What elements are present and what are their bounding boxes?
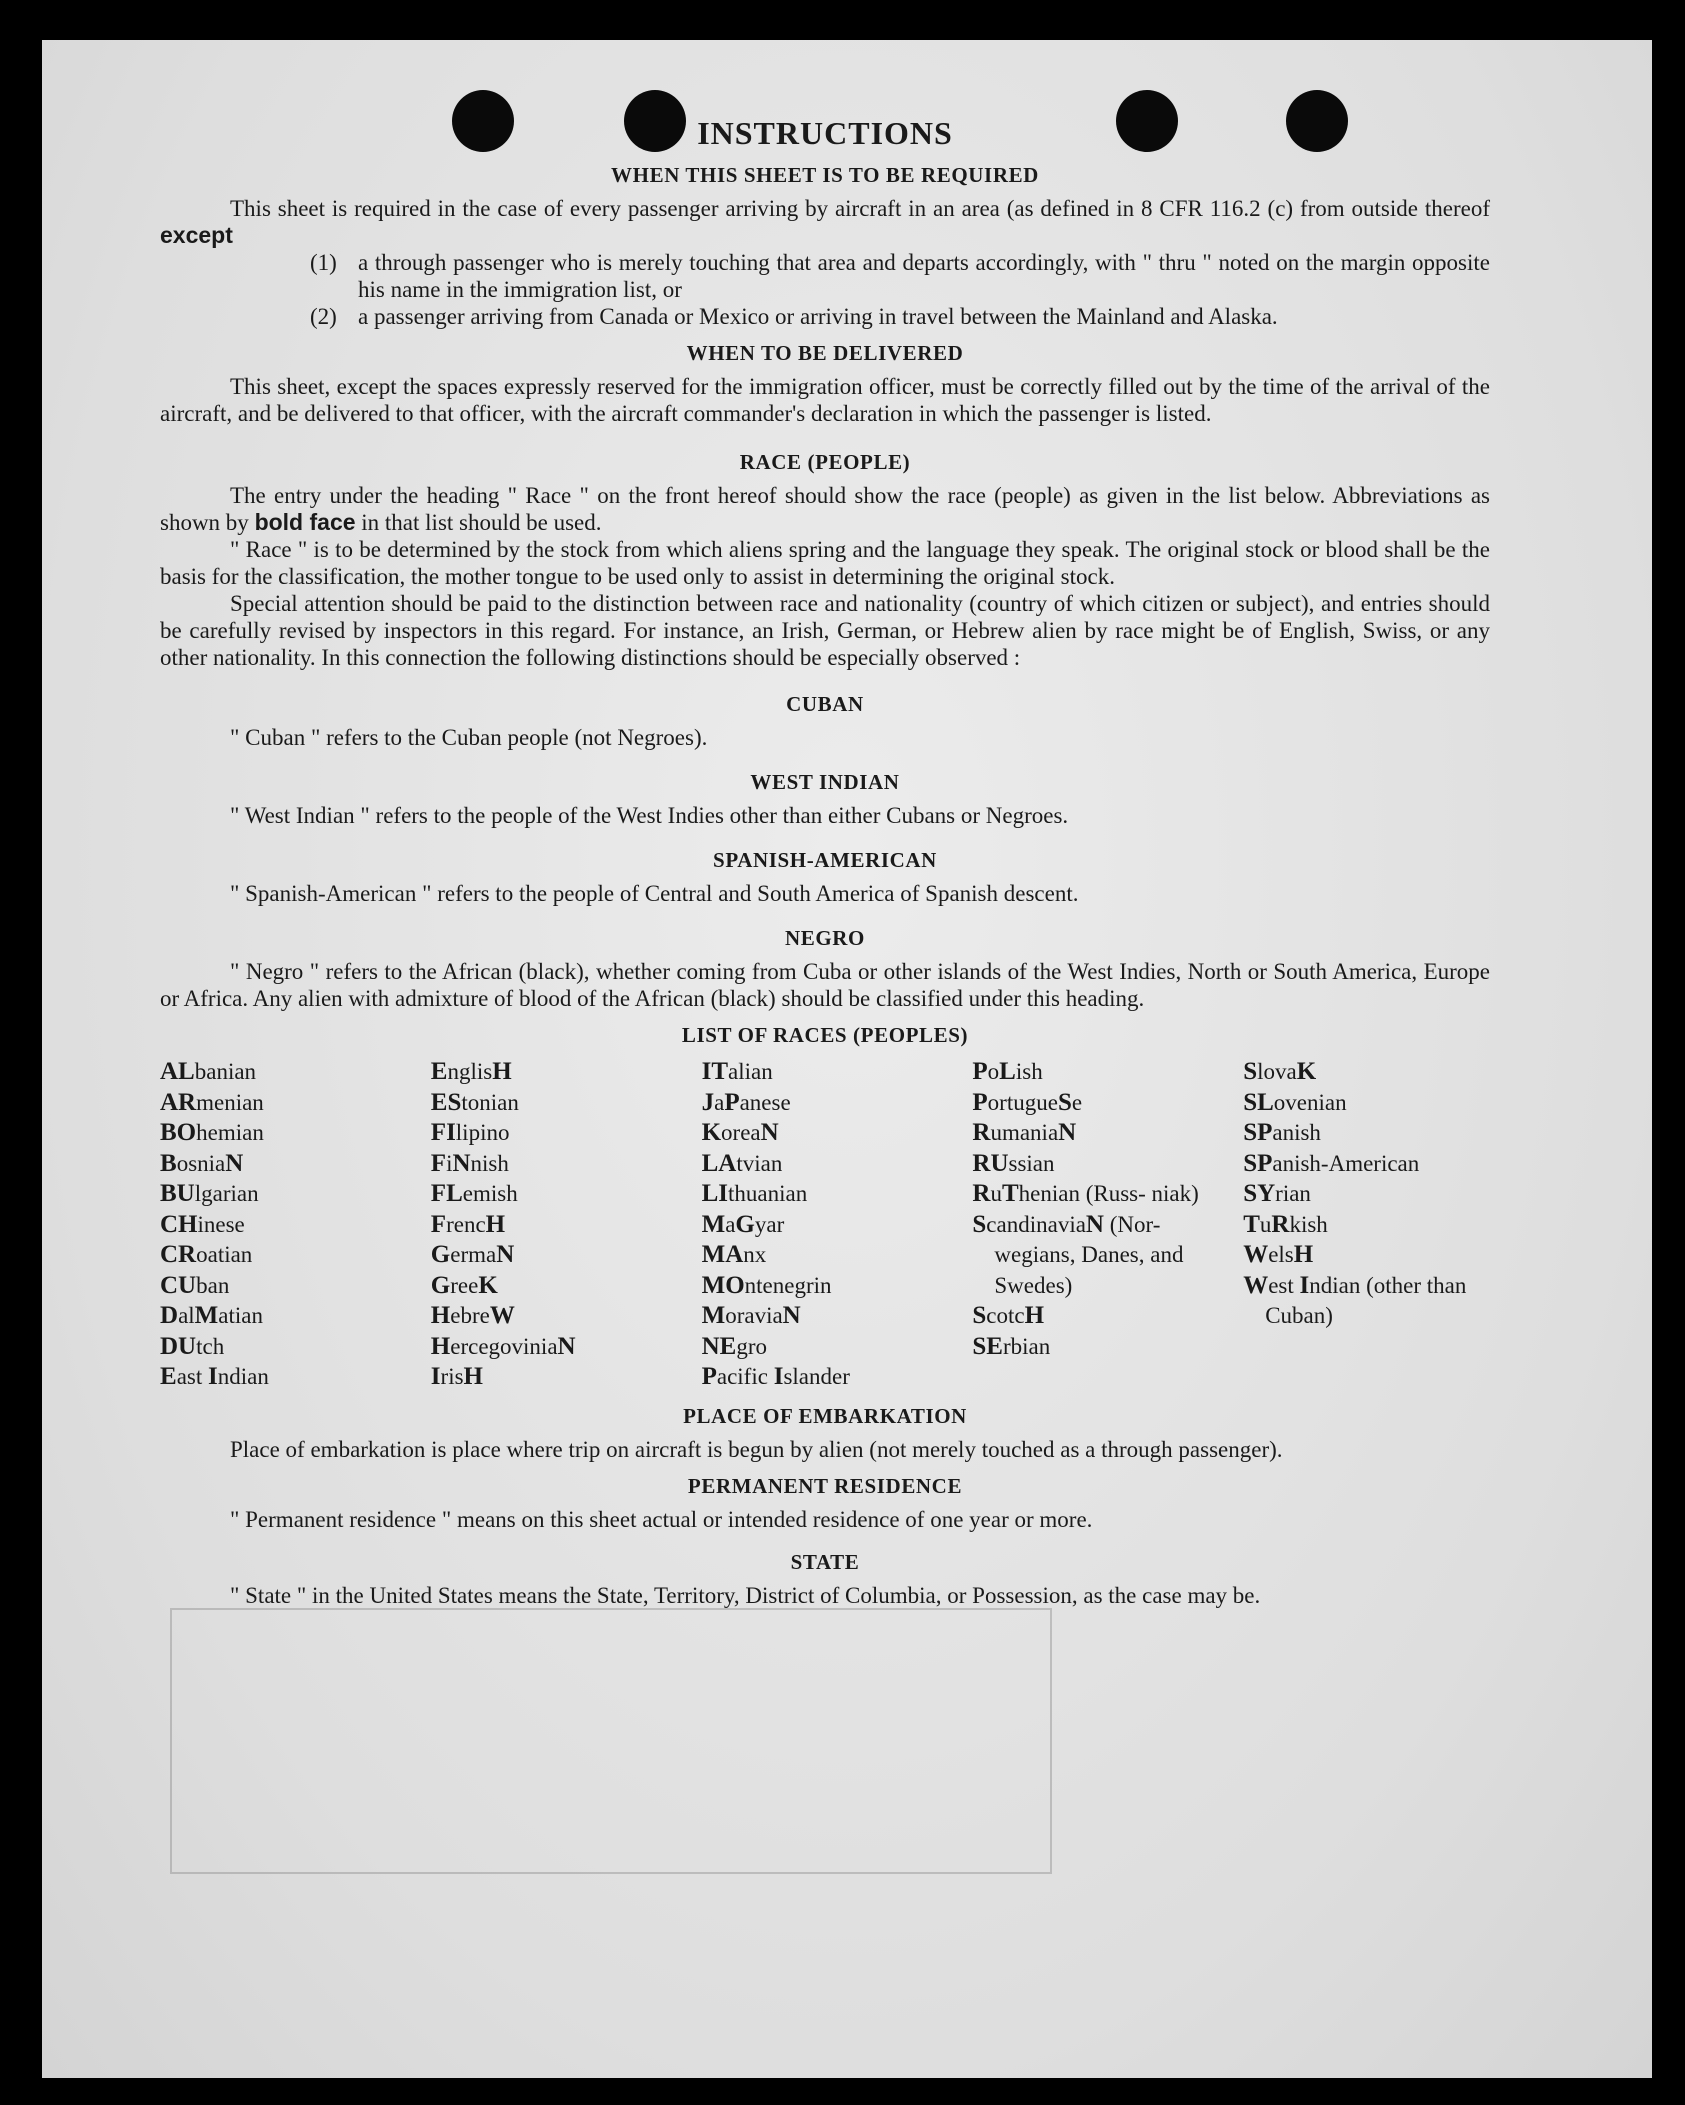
race-abbrev: BO: [160, 1119, 197, 1146]
race-entry: [160, 1149, 407, 1180]
race-abbrev: M: [701, 1210, 726, 1238]
section-paragraph: " Negro " refers to the African (black), whether coming from Cuba or other islands of the West Indies, North or South America, Europe or Africa. Any alien with admixture of blood of the African (black) should be classified under this heading.: [160, 959, 1490, 1011]
race-abbrev: AL: [160, 1058, 195, 1085]
race-abbrev: N: [1058, 1119, 1077, 1146]
section-text: This sheet is required in the case of every passenger arriving by aircraft in an area (as defined in 8 CFR 116.2 (c) from outside thereof: [230, 196, 1490, 221]
race-text: acific: [716, 1364, 774, 1389]
race-abbrev: N: [496, 1241, 515, 1268]
race-abbrev: ES: [430, 1088, 462, 1116]
race-abbrev: N: [557, 1332, 576, 1360]
race-text: ebre: [450, 1303, 490, 1328]
race-abbrev: CU: [160, 1271, 197, 1299]
section-paragraph: [160, 195, 1490, 249]
race-entry: [702, 1057, 949, 1088]
race-abbrev: H: [1024, 1302, 1045, 1329]
race-entry: [972, 1210, 1219, 1302]
race-entry: [160, 1332, 407, 1363]
race-text: ndian (other than Cuban): [1265, 1272, 1467, 1328]
race-text: tch: [196, 1333, 225, 1359]
list-item: [310, 303, 1490, 330]
race-abbrev: P: [972, 1088, 988, 1116]
section-text: The entry under the heading " Race " on the front hereof should show the race (people) as given in the list below. Abbreviations as shown by: [160, 483, 1490, 535]
race-entry: [1243, 1088, 1490, 1119]
race-abbrev: LI: [701, 1180, 728, 1207]
race-abbrev: K: [701, 1119, 722, 1146]
list-number: (1): [310, 250, 337, 275]
race-abbrev: G: [430, 1271, 451, 1299]
section-paragraph: " Cuban " refers to the Cuban people (not Negroes).: [230, 725, 708, 750]
race-entry: [160, 1240, 407, 1271]
race-entry: [431, 1271, 678, 1302]
race-text: ban: [196, 1272, 230, 1298]
race-abbrev: J: [701, 1088, 715, 1116]
race-text: rian: [1275, 1181, 1311, 1206]
race-text: lova: [1257, 1059, 1297, 1084]
section-paragraph: " West Indian " refers to the people of the West Indies other than either Cubans or Negroes.: [230, 803, 1069, 828]
race-abbrev: H: [485, 1210, 506, 1238]
bold-face-text: bold face: [254, 509, 356, 535]
race-entry: [160, 1301, 407, 1332]
race-entry: [702, 1362, 949, 1393]
race-entry: [972, 1301, 1219, 1332]
section-paragraph: " Race " is to be determined by the stock from which aliens spring and the language they speak. The original stock or blood shall be the basis for the classification, the mother tongue to be used only to assist in determining the original stock.: [160, 537, 1490, 589]
race-text: lipino: [455, 1120, 510, 1145]
race-text: o: [987, 1059, 1000, 1084]
race-text: nish: [470, 1150, 509, 1176]
race-text: orea: [721, 1120, 761, 1145]
race-column: [160, 1057, 407, 1393]
race-abbrev: P: [724, 1088, 740, 1116]
race-entry: [972, 1179, 1219, 1210]
race-text: ortugue: [987, 1089, 1058, 1115]
race-abbrev: P: [701, 1363, 717, 1390]
race-text: u: [990, 1181, 1002, 1206]
race-abbrev: CR: [160, 1241, 197, 1268]
race-abbrev: N: [782, 1302, 801, 1329]
race-abbrev: I: [1299, 1271, 1310, 1299]
race-text: i: [446, 1150, 453, 1176]
race-entry: [431, 1301, 678, 1332]
race-abbrev: G: [430, 1241, 451, 1268]
section-heading: WHEN THIS SHEET IS TO BE REQUIRED: [611, 163, 1039, 187]
race-text: els: [1268, 1242, 1294, 1267]
race-column: [972, 1057, 1219, 1393]
race-text: slander: [783, 1364, 850, 1389]
race-text: emish: [462, 1181, 518, 1206]
race-abbrev: R: [1271, 1210, 1290, 1238]
race-abbrev: NE: [701, 1332, 737, 1360]
race-abbrev: N: [760, 1119, 779, 1146]
race-abbrev: R: [972, 1119, 991, 1146]
race-text: anish: [1272, 1120, 1321, 1145]
exception-list: [310, 249, 1490, 330]
races-table: [160, 1057, 1490, 1393]
race-entry: [1243, 1240, 1490, 1271]
race-entry: [160, 1210, 407, 1241]
race-entry: [431, 1057, 678, 1088]
race-entry: [431, 1118, 678, 1149]
race-abbrev: E: [160, 1363, 177, 1390]
race-abbrev: S: [972, 1302, 987, 1329]
race-abbrev: BU: [160, 1180, 195, 1207]
race-abbrev: S: [1057, 1088, 1072, 1116]
race-abbrev: S: [972, 1210, 987, 1238]
race-abbrev: SP: [1243, 1149, 1273, 1177]
race-text: u: [1259, 1211, 1272, 1237]
race-abbrev: P: [972, 1058, 988, 1085]
race-abbrev: FI: [430, 1119, 456, 1146]
race-entry: [160, 1118, 407, 1149]
race-text: henian (Russ- niak): [1018, 1181, 1199, 1206]
race-entry: [431, 1362, 678, 1393]
race-text: ercegovinia: [450, 1333, 558, 1359]
race-abbrev: SE: [972, 1332, 1003, 1360]
race-entry: [972, 1332, 1219, 1363]
race-entry: [702, 1332, 949, 1363]
race-abbrev: T: [1243, 1210, 1260, 1238]
section-heading: PLACE OF EMBARKATION: [683, 1403, 967, 1428]
section-paragraph: Special attention should be paid to the distinction between race and nationality (country of which citizen or subject), and entries should be carefully revised by inspectors in this regard. For instance, an Irish, German, or Hebrew alien by race might be of English, Swiss, or any other nationality. In this connection the following distinctions should be especially observed :: [160, 591, 1490, 670]
section-paragraph: " Permanent residence " means on this sheet actual or intended residence of one year or more.: [230, 1506, 1093, 1532]
race-text: gro: [736, 1333, 767, 1359]
race-text: e: [1071, 1089, 1083, 1115]
race-text: ast: [176, 1364, 208, 1389]
race-text: ree: [450, 1272, 479, 1298]
race-entry: [160, 1088, 407, 1119]
race-text: est: [1268, 1272, 1300, 1298]
race-text: tonian: [461, 1089, 519, 1115]
race-abbrev: N: [225, 1149, 244, 1177]
section-heading: LIST OF RACES (PEOPLES): [681, 1023, 969, 1047]
race-abbrev: H: [430, 1302, 451, 1329]
race-abbrev: SY: [1243, 1180, 1276, 1207]
race-entry: [972, 1088, 1219, 1119]
race-entry: [160, 1271, 407, 1302]
race-abbrev: RU: [972, 1149, 1009, 1177]
race-entry: [160, 1362, 407, 1393]
race-entry: [1243, 1271, 1490, 1332]
race-abbrev: W: [489, 1302, 515, 1329]
race-entry: [1243, 1118, 1490, 1149]
race-abbrev: MA: [701, 1241, 744, 1268]
race-text: hemian: [196, 1120, 264, 1145]
race-text: ssian: [1008, 1150, 1055, 1176]
race-text: rbian: [1002, 1333, 1051, 1359]
race-abbrev: MO: [701, 1271, 745, 1299]
race-abbrev: SP: [1243, 1119, 1273, 1146]
section-heading: WHEN TO BE DELIVERED: [686, 341, 964, 365]
race-abbrev: K: [478, 1271, 498, 1299]
race-column: [702, 1057, 949, 1393]
page-title: INSTRUCTIONS: [697, 115, 953, 151]
race-abbrev: T: [1001, 1180, 1019, 1207]
race-abbrev: B: [160, 1149, 177, 1177]
race-text: candinavia: [986, 1211, 1086, 1237]
race-abbrev: I: [430, 1363, 441, 1390]
race-entry: [702, 1210, 949, 1241]
race-abbrev: S: [1243, 1058, 1258, 1085]
race-entry: [1243, 1210, 1490, 1241]
race-abbrev: AR: [160, 1088, 197, 1116]
race-text: umania: [990, 1120, 1059, 1145]
race-text: kish: [1289, 1211, 1328, 1237]
race-text: inese: [197, 1211, 245, 1237]
section-paragraph: [160, 482, 1490, 536]
race-text: lgarian: [194, 1181, 259, 1206]
race-abbrev: SL: [1243, 1088, 1274, 1116]
section-heading: RACE (PEOPLE): [739, 450, 911, 474]
race-text: ovenian: [1273, 1089, 1347, 1115]
list-item: [310, 249, 1490, 303]
race-entry: [431, 1179, 678, 1210]
race-entry: [972, 1118, 1219, 1149]
race-abbrev: I: [773, 1363, 784, 1390]
race-text: alian: [728, 1059, 773, 1084]
race-entry: [702, 1301, 949, 1332]
race-entry: [702, 1240, 949, 1271]
race-abbrev: R: [972, 1180, 991, 1207]
race-entry: [702, 1179, 949, 1210]
race-text: yar: [754, 1211, 785, 1237]
race-text: ish: [1015, 1059, 1043, 1084]
race-entry: [1243, 1057, 1490, 1088]
race-text: al: [178, 1303, 195, 1328]
race-text: atian: [218, 1303, 263, 1328]
race-entry: [972, 1149, 1219, 1180]
race-text: ntenegrin: [744, 1272, 832, 1298]
section-paragraph: This sheet, except the spaces expressly reserved for the immigration officer, must be correctly filled out by the time of the arrival of the aircraft, and be delivered to that officer, with the aircraft commander's declaration in which the passenger is listed.: [160, 374, 1490, 426]
race-abbrev: DU: [160, 1332, 197, 1360]
race-abbrev: F: [430, 1210, 447, 1238]
race-entry: [702, 1088, 949, 1119]
section-heading: NEGRO: [784, 926, 865, 950]
race-text: ndian: [217, 1364, 269, 1389]
race-entry: [431, 1210, 678, 1241]
section-heading: PERMANENT RESIDENCE: [687, 1473, 963, 1498]
race-abbrev: N: [1085, 1210, 1104, 1238]
race-abbrev: G: [735, 1210, 755, 1238]
race-text: cotc: [986, 1303, 1025, 1328]
race-text: (Nor- wegians, Danes, and Swedes): [994, 1211, 1184, 1298]
race-entry: [1243, 1179, 1490, 1210]
race-abbrev: I: [208, 1363, 218, 1390]
race-entry: [431, 1149, 678, 1180]
race-text: thuanian: [728, 1181, 808, 1206]
race-text: banian: [194, 1059, 257, 1084]
race-text: a: [714, 1089, 725, 1115]
race-abbrev: M: [701, 1302, 726, 1329]
race-text: anish-American: [1272, 1150, 1420, 1176]
race-abbrev: FL: [430, 1180, 463, 1207]
race-abbrev: H: [1293, 1241, 1314, 1268]
race-entry: [431, 1088, 678, 1119]
race-entry: [431, 1332, 678, 1363]
race-text: menian: [196, 1089, 264, 1115]
race-abbrev: LA: [701, 1149, 737, 1177]
race-text: ris: [440, 1364, 464, 1389]
section-text: in that list should be used.: [361, 510, 602, 535]
section-paragraph: " Spanish-American " refers to the people of Central and South America of Spanish descent.: [230, 881, 1079, 906]
race-abbrev: H: [430, 1332, 451, 1360]
race-abbrev: H: [492, 1058, 512, 1085]
race-abbrev: W: [1243, 1241, 1269, 1268]
race-abbrev: N: [452, 1149, 471, 1177]
race-text: renc: [446, 1211, 486, 1237]
race-column: [1243, 1057, 1490, 1393]
race-text: anese: [739, 1089, 791, 1115]
section-heading: SPANISH-AMERICAN: [713, 848, 937, 872]
race-entry: [1243, 1149, 1490, 1180]
race-text: oravia: [725, 1303, 783, 1328]
race-text: osnia: [176, 1150, 226, 1176]
race-abbrev: L: [999, 1058, 1016, 1085]
race-text: nglis: [447, 1059, 493, 1084]
race-column: [431, 1057, 678, 1393]
section-heading: WEST INDIAN: [750, 770, 900, 794]
race-text: erma: [450, 1242, 497, 1267]
race-text: tvian: [736, 1150, 783, 1176]
list-number: (2): [310, 304, 337, 329]
race-text: oatian: [196, 1242, 253, 1267]
except-word: except: [160, 222, 233, 248]
race-entry: [702, 1149, 949, 1180]
race-abbrev: F: [430, 1149, 447, 1177]
race-abbrev: E: [430, 1058, 448, 1085]
race-abbrev: IT: [701, 1058, 728, 1085]
race-entry: [160, 1057, 407, 1088]
race-abbrev: D: [160, 1302, 179, 1329]
race-abbrev: W: [1243, 1271, 1269, 1299]
race-entry: [160, 1179, 407, 1210]
race-abbrev: H: [463, 1363, 483, 1390]
race-text: a: [725, 1211, 736, 1237]
list-text: a through passenger who is merely touching that area and departs accordingly, with " thru " noted on the margin opposite his name in the immigration list, or: [358, 250, 1490, 302]
race-text: nx: [743, 1242, 767, 1267]
section-paragraph: " State " in the United States means the State, Territory, District of Columbia, or Possession, as the case may be.: [230, 1582, 1261, 1608]
section-heading: CUBAN: [786, 692, 864, 716]
race-entry: [702, 1118, 949, 1149]
section-heading: STATE: [790, 1549, 860, 1574]
section-paragraph: Place of embarkation is place where trip on aircraft is begun by alien (not merely touched as a through passenger).: [230, 1436, 1283, 1462]
race-entry: [702, 1271, 949, 1302]
race-abbrev: CH: [160, 1210, 198, 1238]
race-abbrev: K: [1296, 1058, 1317, 1085]
race-abbrev: M: [194, 1302, 219, 1329]
bleed-through-box: [170, 1608, 1052, 1874]
race-entry: [431, 1240, 678, 1271]
list-text: a passenger arriving from Canada or Mexico or arriving in travel between the Mainland and Alaska.: [358, 304, 1278, 329]
instructions-content: [160, 114, 1490, 1609]
race-entry: [972, 1057, 1219, 1088]
